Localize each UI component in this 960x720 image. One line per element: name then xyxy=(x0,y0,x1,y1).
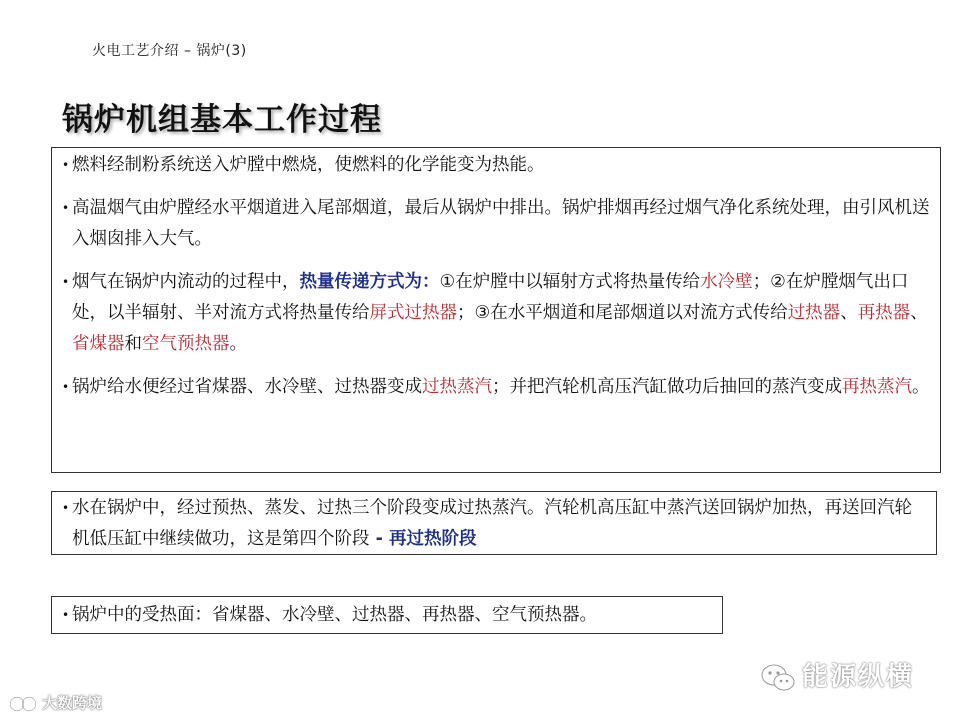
text-run: 、 xyxy=(840,303,858,323)
highlight-economizer: 省煤器 xyxy=(72,334,125,354)
bullet-icon: • xyxy=(62,201,70,215)
wechat-icon xyxy=(760,663,796,693)
watermark-left-text: 大数跨境 xyxy=(42,694,103,712)
watermark-right-text: 能源纵横 xyxy=(802,662,915,692)
text-run: 。 xyxy=(229,334,247,354)
paragraph-text: 燃料经制粉系统送入炉膛中燃烧，使燃料的化学能变为热能。 xyxy=(72,155,545,175)
text-run: 锅炉给水便经过省煤器、水冷壁、过热器变成 xyxy=(72,377,422,397)
watermark-right xyxy=(760,656,914,693)
slide-header: 火电工艺介绍 – 锅炉(3) xyxy=(92,43,247,59)
highlight-superheated-steam: 过热蒸汽 xyxy=(422,377,492,397)
paragraph-feedwater xyxy=(62,372,930,403)
paragraph-combustion xyxy=(62,150,930,181)
process-description-box xyxy=(51,147,941,473)
reheat-stage-box xyxy=(51,491,937,555)
highlight-superheater: 过热器 xyxy=(787,303,841,323)
highlight-reheat-stage: - 再过热阶段 xyxy=(369,529,477,549)
highlight-air-preheater: 空气预热器 xyxy=(142,334,230,354)
text-run: ；②在炉膛烟气出口处，以半辐射、半对流方式将热量传给 xyxy=(72,272,909,323)
slide-title: 锅炉机组基本工作过程 xyxy=(62,102,382,138)
paragraph-stages xyxy=(62,493,926,555)
text-run: 、 xyxy=(910,303,928,323)
text-run: 。 xyxy=(912,377,930,397)
paragraph-text: 锅炉中的受热面：省煤器、水冷壁、过热器、再热器、空气预热器。 xyxy=(72,605,597,625)
highlight-reheater: 再热器 xyxy=(857,303,911,323)
bullet-icon: • xyxy=(62,608,70,622)
text-run: 和 xyxy=(124,334,142,354)
heating-surfaces-box xyxy=(51,596,723,634)
paragraph-heating-surfaces xyxy=(62,600,712,631)
text-run: 烟气在锅炉内流动的过程中， xyxy=(72,272,300,292)
highlight-heat-transfer-mode: 热量传递方式为： xyxy=(299,272,440,292)
text-run: 水在锅炉中，经过预热、蒸发、过热三个阶段变成过热蒸汽。汽轮机高压缸中蒸汽送回锅炉加热，再送回汽轮机低压缸中继续做功，这是第四个阶段 xyxy=(72,498,912,549)
bullet-icon: • xyxy=(62,158,70,172)
highlight-reheated-steam: 再热蒸汽 xyxy=(842,377,912,397)
bullet-icon: • xyxy=(62,501,70,515)
paragraph-text: 高温烟气由炉膛经水平烟道进入尾部烟道，最后从锅炉中排出。锅炉排烟再经过烟气净化系统处理，由引风机送入烟囱排入大气。 xyxy=(72,198,930,249)
text-run: ①在炉膛中以辐射方式将热量传给 xyxy=(439,272,701,292)
watermark-left xyxy=(10,692,102,713)
paragraph-flue-gas xyxy=(62,193,930,255)
highlight-platen-superheater: 屏式过热器 xyxy=(369,303,457,323)
text-run: ；③在水平烟道和尾部烟道以对流方式传给 xyxy=(457,303,788,323)
text-run: ；并把汽轮机高压汽缸做功后抽回的蒸汽变成 xyxy=(492,377,842,397)
bullet-icon: • xyxy=(62,275,70,289)
highlight-water-wall: 水冷壁 xyxy=(700,272,753,292)
paragraph-heat-transfer xyxy=(62,267,930,360)
logo-icon xyxy=(10,696,36,712)
bullet-icon: • xyxy=(62,380,70,394)
